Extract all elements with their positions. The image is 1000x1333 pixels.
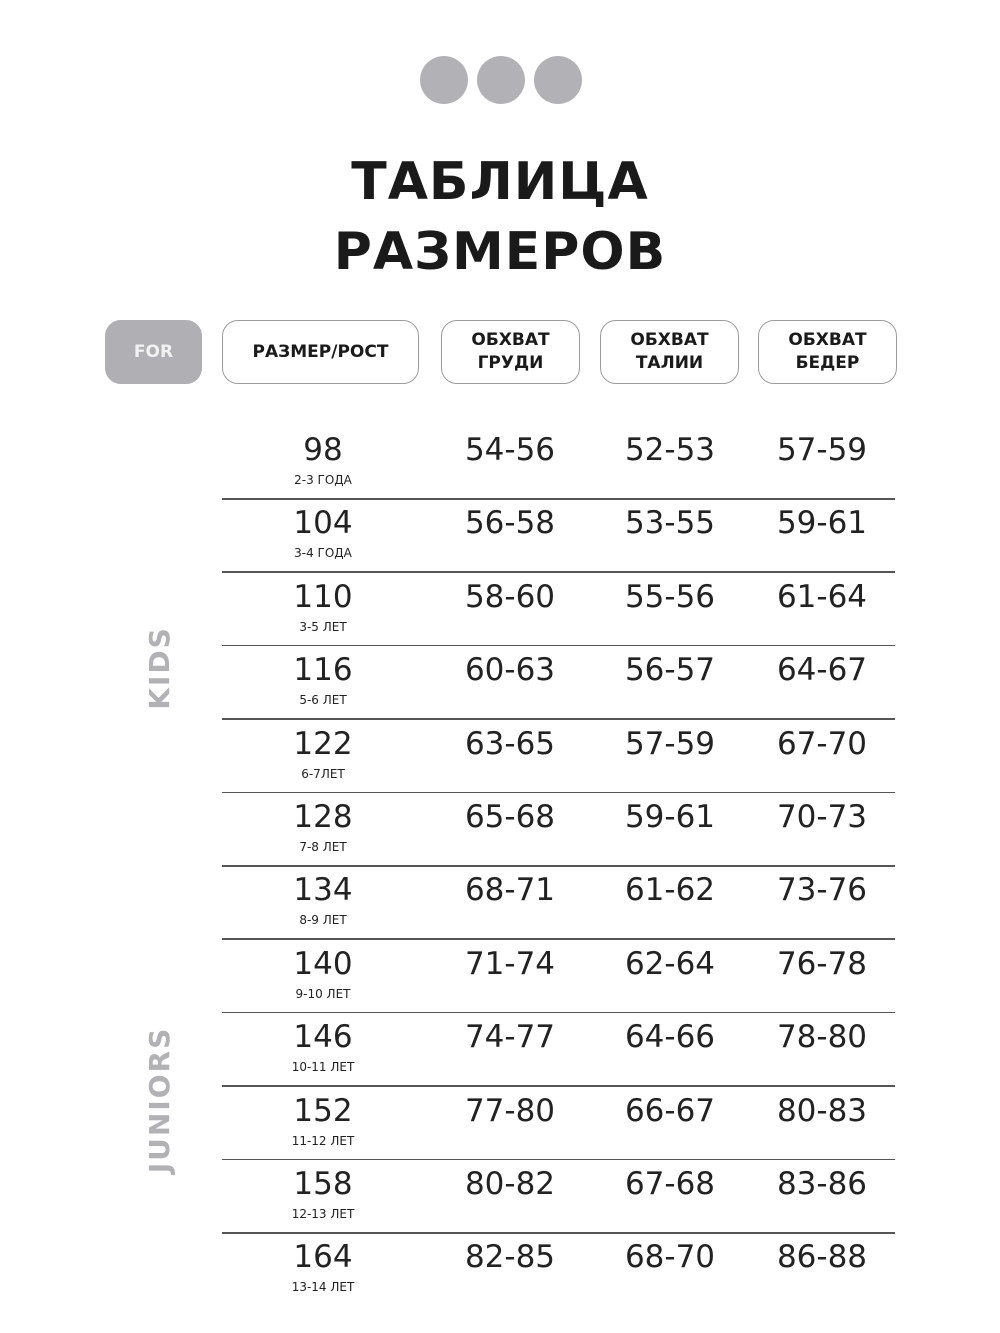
group-label-juniors: JUNIORS bbox=[143, 1026, 176, 1174]
table-row bbox=[0, 719, 1000, 792]
size-value: 104 bbox=[293, 505, 353, 542]
chest-value: 65-68 bbox=[464, 799, 556, 835]
chest-value: 56-58 bbox=[464, 505, 556, 542]
waist-value: 68-70 bbox=[624, 1239, 716, 1276]
hips-value: 86-88 bbox=[776, 1239, 868, 1276]
waist-value: 59-61 bbox=[624, 799, 716, 835]
chest-value: 68-71 bbox=[464, 872, 556, 909]
table-row bbox=[0, 1159, 1000, 1232]
table-row bbox=[0, 865, 1000, 938]
chest-value: 60-63 bbox=[464, 652, 556, 689]
size-value: 116 bbox=[293, 652, 353, 689]
table-row bbox=[0, 498, 1000, 571]
size-value: 134 bbox=[293, 872, 353, 909]
hips-value: 80-83 bbox=[776, 1092, 868, 1129]
chest-value: 58-60 bbox=[464, 578, 556, 615]
waist-value: 67-68 bbox=[624, 1166, 716, 1202]
hips-value: 76-78 bbox=[776, 945, 868, 982]
age-range: 2-3 ГОДА bbox=[294, 473, 352, 487]
age-range: 11-12 ЛЕТ bbox=[291, 1133, 355, 1148]
age-range: 12-13 ЛЕТ bbox=[291, 1207, 355, 1221]
header-size-height: РАЗМЕР/РОСТ bbox=[222, 320, 419, 384]
hips-value: 57-59 bbox=[776, 432, 868, 468]
size-value: 152 bbox=[293, 1092, 353, 1129]
size-value: 164 bbox=[293, 1239, 353, 1276]
size-value: 128 bbox=[293, 799, 353, 835]
group-label-kids: KIDS bbox=[143, 626, 176, 710]
size-value: 122 bbox=[293, 725, 353, 762]
chest-value: 80-82 bbox=[464, 1166, 556, 1202]
chest-value: 77-80 bbox=[464, 1092, 556, 1129]
waist-value: 64-66 bbox=[624, 1019, 716, 1056]
size-value: 110 bbox=[293, 578, 353, 615]
hips-value: 78-80 bbox=[776, 1019, 868, 1056]
dot-icon bbox=[420, 56, 468, 104]
dot-icon bbox=[477, 56, 525, 104]
waist-value: 66-67 bbox=[624, 1092, 716, 1129]
hips-value: 61-64 bbox=[776, 578, 868, 615]
age-range: 8-9 ЛЕТ bbox=[299, 913, 347, 928]
age-range: 6-7ЛЕТ bbox=[301, 766, 345, 781]
table-row bbox=[0, 1086, 1000, 1159]
hips-value: 73-76 bbox=[776, 872, 868, 909]
hips-value: 67-70 bbox=[776, 725, 868, 762]
decorative-dots bbox=[0, 56, 1000, 104]
hips-value: 70-73 bbox=[776, 799, 868, 835]
age-range: 10-11 ЛЕТ bbox=[291, 1060, 355, 1075]
waist-value: 56-57 bbox=[624, 652, 716, 689]
waist-value: 55-56 bbox=[624, 578, 716, 615]
table-row bbox=[0, 645, 1000, 718]
chest-value: 63-65 bbox=[464, 725, 556, 762]
table-row bbox=[0, 1232, 1000, 1305]
size-value: 158 bbox=[293, 1166, 353, 1202]
table-row bbox=[0, 425, 1000, 498]
table-row bbox=[0, 1012, 1000, 1085]
hips-value: 83-86 bbox=[776, 1166, 868, 1202]
size-value: 146 bbox=[293, 1019, 353, 1056]
waist-value: 57-59 bbox=[624, 725, 716, 762]
size-value: 140 bbox=[293, 945, 353, 982]
waist-value: 61-62 bbox=[624, 872, 716, 909]
age-range: 9-10 ЛЕТ bbox=[295, 986, 351, 1001]
dot-icon bbox=[534, 56, 582, 104]
age-range: 5-6 ЛЕТ bbox=[299, 693, 347, 708]
header-waist: ОБХВАТ ТАЛИИ bbox=[600, 320, 739, 384]
chest-value: 74-77 bbox=[464, 1019, 556, 1056]
age-range: 13-14 ЛЕТ bbox=[291, 1280, 355, 1295]
waist-value: 62-64 bbox=[624, 945, 716, 982]
page-title-line2: РАЗМЕРОВ bbox=[333, 222, 667, 282]
table-row bbox=[0, 572, 1000, 645]
header-hips: ОБХВАТ БЕДЕР bbox=[758, 320, 897, 384]
chest-value: 82-85 bbox=[464, 1239, 556, 1276]
age-range: 7-8 ЛЕТ bbox=[299, 840, 347, 854]
hips-value: 64-67 bbox=[776, 652, 868, 689]
chest-value: 71-74 bbox=[464, 945, 556, 982]
age-range: 3-4 ГОДА bbox=[294, 546, 352, 561]
size-value: 98 bbox=[303, 432, 343, 468]
page-title-line1: ТАБЛИЦА bbox=[351, 152, 649, 212]
hips-value: 59-61 bbox=[776, 505, 868, 542]
header-chest: ОБХВАТ ГРУДИ bbox=[441, 320, 580, 384]
age-range: 3-5 ЛЕТ bbox=[299, 619, 347, 634]
waist-value: 53-55 bbox=[624, 505, 716, 542]
chest-value: 54-56 bbox=[464, 432, 556, 468]
table-row bbox=[0, 939, 1000, 1012]
table-row bbox=[0, 792, 1000, 865]
waist-value: 52-53 bbox=[624, 432, 716, 468]
header-for-badge: FOR bbox=[105, 320, 202, 384]
